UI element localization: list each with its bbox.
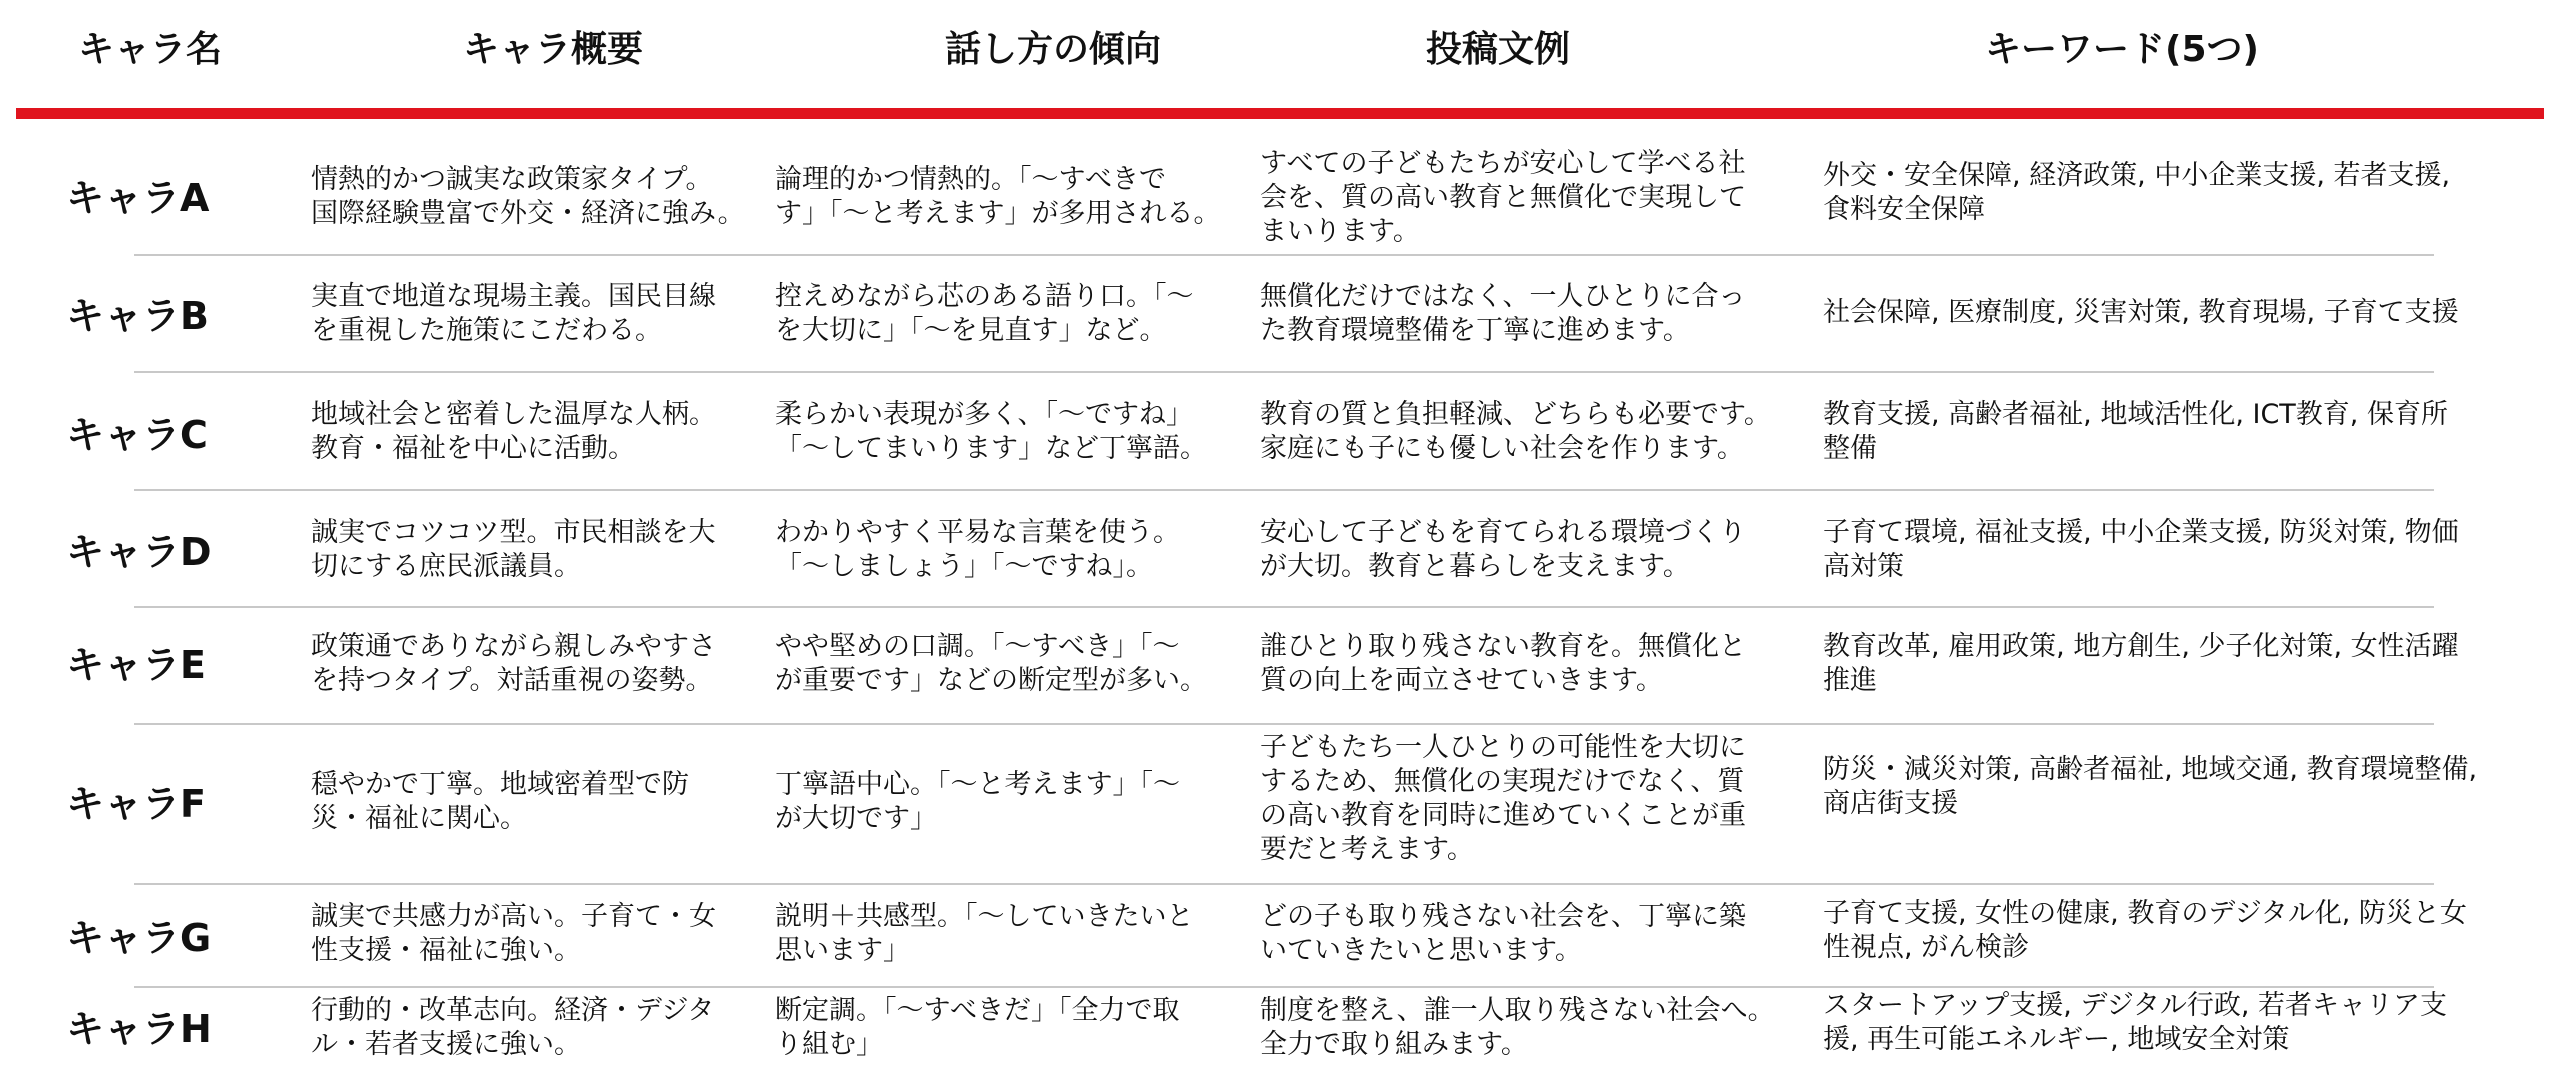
character-name: キャラE [66, 643, 206, 687]
post-example: 制度を整え、誰一人取り残さない社会へ。 全力で取り組みます。 [1260, 995, 1775, 1060]
table-row [0, 371, 2560, 489]
table-row [0, 883, 2560, 986]
header-speech: 話し方の傾向 [945, 29, 1162, 70]
post-example: 子どもたち一人ひとりの可能性を大切に するため、無償化の実現だけでなく、質 の高い教育を同時に進めていくことが重 要だと考えます。 [1260, 732, 1746, 865]
table-row [0, 489, 2560, 606]
post-example: 教育の質と負担軽減、どちらも必要です。 家庭にも子にも優しい社会を作ります。 [1260, 399, 1771, 464]
character-name: キャラH [66, 1007, 212, 1051]
character-summary: 政策通でありながら親しみやすさ を持つタイプ。対話重視の姿勢。 [311, 631, 716, 696]
character-name: キャラA [66, 176, 210, 220]
speech-tendency: 説明＋共感型。「〜していきたいと 思います」 [775, 901, 1194, 966]
keywords: 社会保障, 医療制度, 災害対策, 教育現場, 子育て支援 [1823, 297, 2459, 328]
speech-tendency: やや堅めの口調。「〜すべき」「〜 が重要です」などの断定型が多い。 [775, 631, 1207, 696]
keywords: 教育改革, 雇用政策, 地方創生, 少子化対策, 女性活躍 推進 [1823, 631, 2459, 696]
header-summary: キャラ概要 [463, 29, 644, 70]
post-example: どの子も取り残さない社会を、丁寧に築 いていきたいと思います。 [1260, 901, 1746, 966]
header-keywords: キーワード(5つ) [1985, 29, 2259, 70]
table-row [0, 254, 2560, 371]
character-summary: 実直で地道な現場主義。国民目線 を重視した施策にこだわる。 [311, 281, 716, 346]
table-row [0, 986, 2560, 1077]
character-summary: 行動的・改革志向。経済・デジタ ル・若者支援に強い。 [311, 995, 715, 1060]
character-name: キャラB [66, 294, 209, 338]
header-post: 投稿文例 [1426, 29, 1571, 70]
character-summary: 誠実で共感力が高い。子育て・女 性支援・福祉に強い。 [311, 901, 716, 966]
character-name: キャラD [66, 530, 212, 574]
character-name: キャラG [66, 916, 212, 960]
character-summary: 誠実でコツコツ型。市民相談を大 切にする庶民派議員。 [311, 517, 716, 582]
speech-tendency: 柔らかい表現が多く、「〜ですね」 「〜してまいります」など丁寧語。 [775, 399, 1207, 464]
table-row [0, 119, 2560, 254]
speech-tendency: 論理的かつ情熱的。「〜すべきで す」「〜と考えます」が多用される。 [775, 164, 1221, 229]
keywords: 子育て支援, 女性の健康, 教育のデジタル化, 防災と女 性視点, がん検診 [1823, 898, 2467, 963]
character-summary: 地域社会と密着した温厚な人柄。 教育・福祉を中心に活動。 [311, 399, 716, 464]
keywords: 外交・安全保障, 経済政策, 中小企業支援, 若者支援, 食料安全保障 [1823, 160, 2451, 225]
post-example: 無償化だけではなく、一人ひとりに合っ た教育環境整備を丁寧に進めます。 [1260, 281, 1746, 346]
keywords: スタートアップ支援, デジタル行政, 若者キャリア支 援, 再生可能エネルギー, 地域安全対策 [1823, 990, 2448, 1055]
keywords: 防災・減災対策, 高齢者福祉, 地域交通, 教育環境整備, 商店街支援 [1823, 754, 2478, 819]
header-name: キャラ名 [78, 29, 223, 70]
speech-tendency: 控えめながら芯のある語り口。「〜 を大切に」「〜を見直す」など。 [775, 281, 1194, 346]
post-example: すべての子どもたちが安心して学べる社 会を、質の高い教育と無償化で実現して まいります。 [1260, 148, 1746, 247]
speech-tendency: 断定調。「〜すべきだ」「全力で取 り組む」 [775, 995, 1180, 1060]
speech-tendency: 丁寧語中心。「〜と考えます」「〜 が大切です」 [775, 769, 1180, 834]
post-example: 安心して子どもを育てられる環境づくり が大切。教育と暮らしを支えます。 [1260, 517, 1746, 582]
character-summary: 情熱的かつ誠実な政策家タイプ。 国際経験豊富で外交・経済に強み。 [311, 164, 745, 229]
keywords: 教育支援, 高齢者福祉, 地域活性化, ICT教育, 保育所 整備 [1823, 399, 2448, 464]
table-row [0, 606, 2560, 723]
character-name: キャラF [66, 782, 206, 826]
character-name: キャラC [66, 413, 208, 457]
table-header [0, 0, 2560, 100]
character-summary: 穏やかで丁寧。地域密着型で防 災・福祉に関心。 [311, 769, 689, 834]
table-row [0, 723, 2560, 883]
keywords: 子育て環境, 福祉支援, 中小企業支援, 防災対策, 物価 高対策 [1823, 517, 2459, 582]
post-example: 誰ひとり取り残さない教育を。無償化と 質の向上を両立させていきます。 [1260, 631, 1746, 696]
header-divider [16, 108, 2544, 119]
speech-tendency: わかりやすく平易な言葉を使う。 「〜しましょう」「〜ですね」。 [775, 517, 1180, 582]
